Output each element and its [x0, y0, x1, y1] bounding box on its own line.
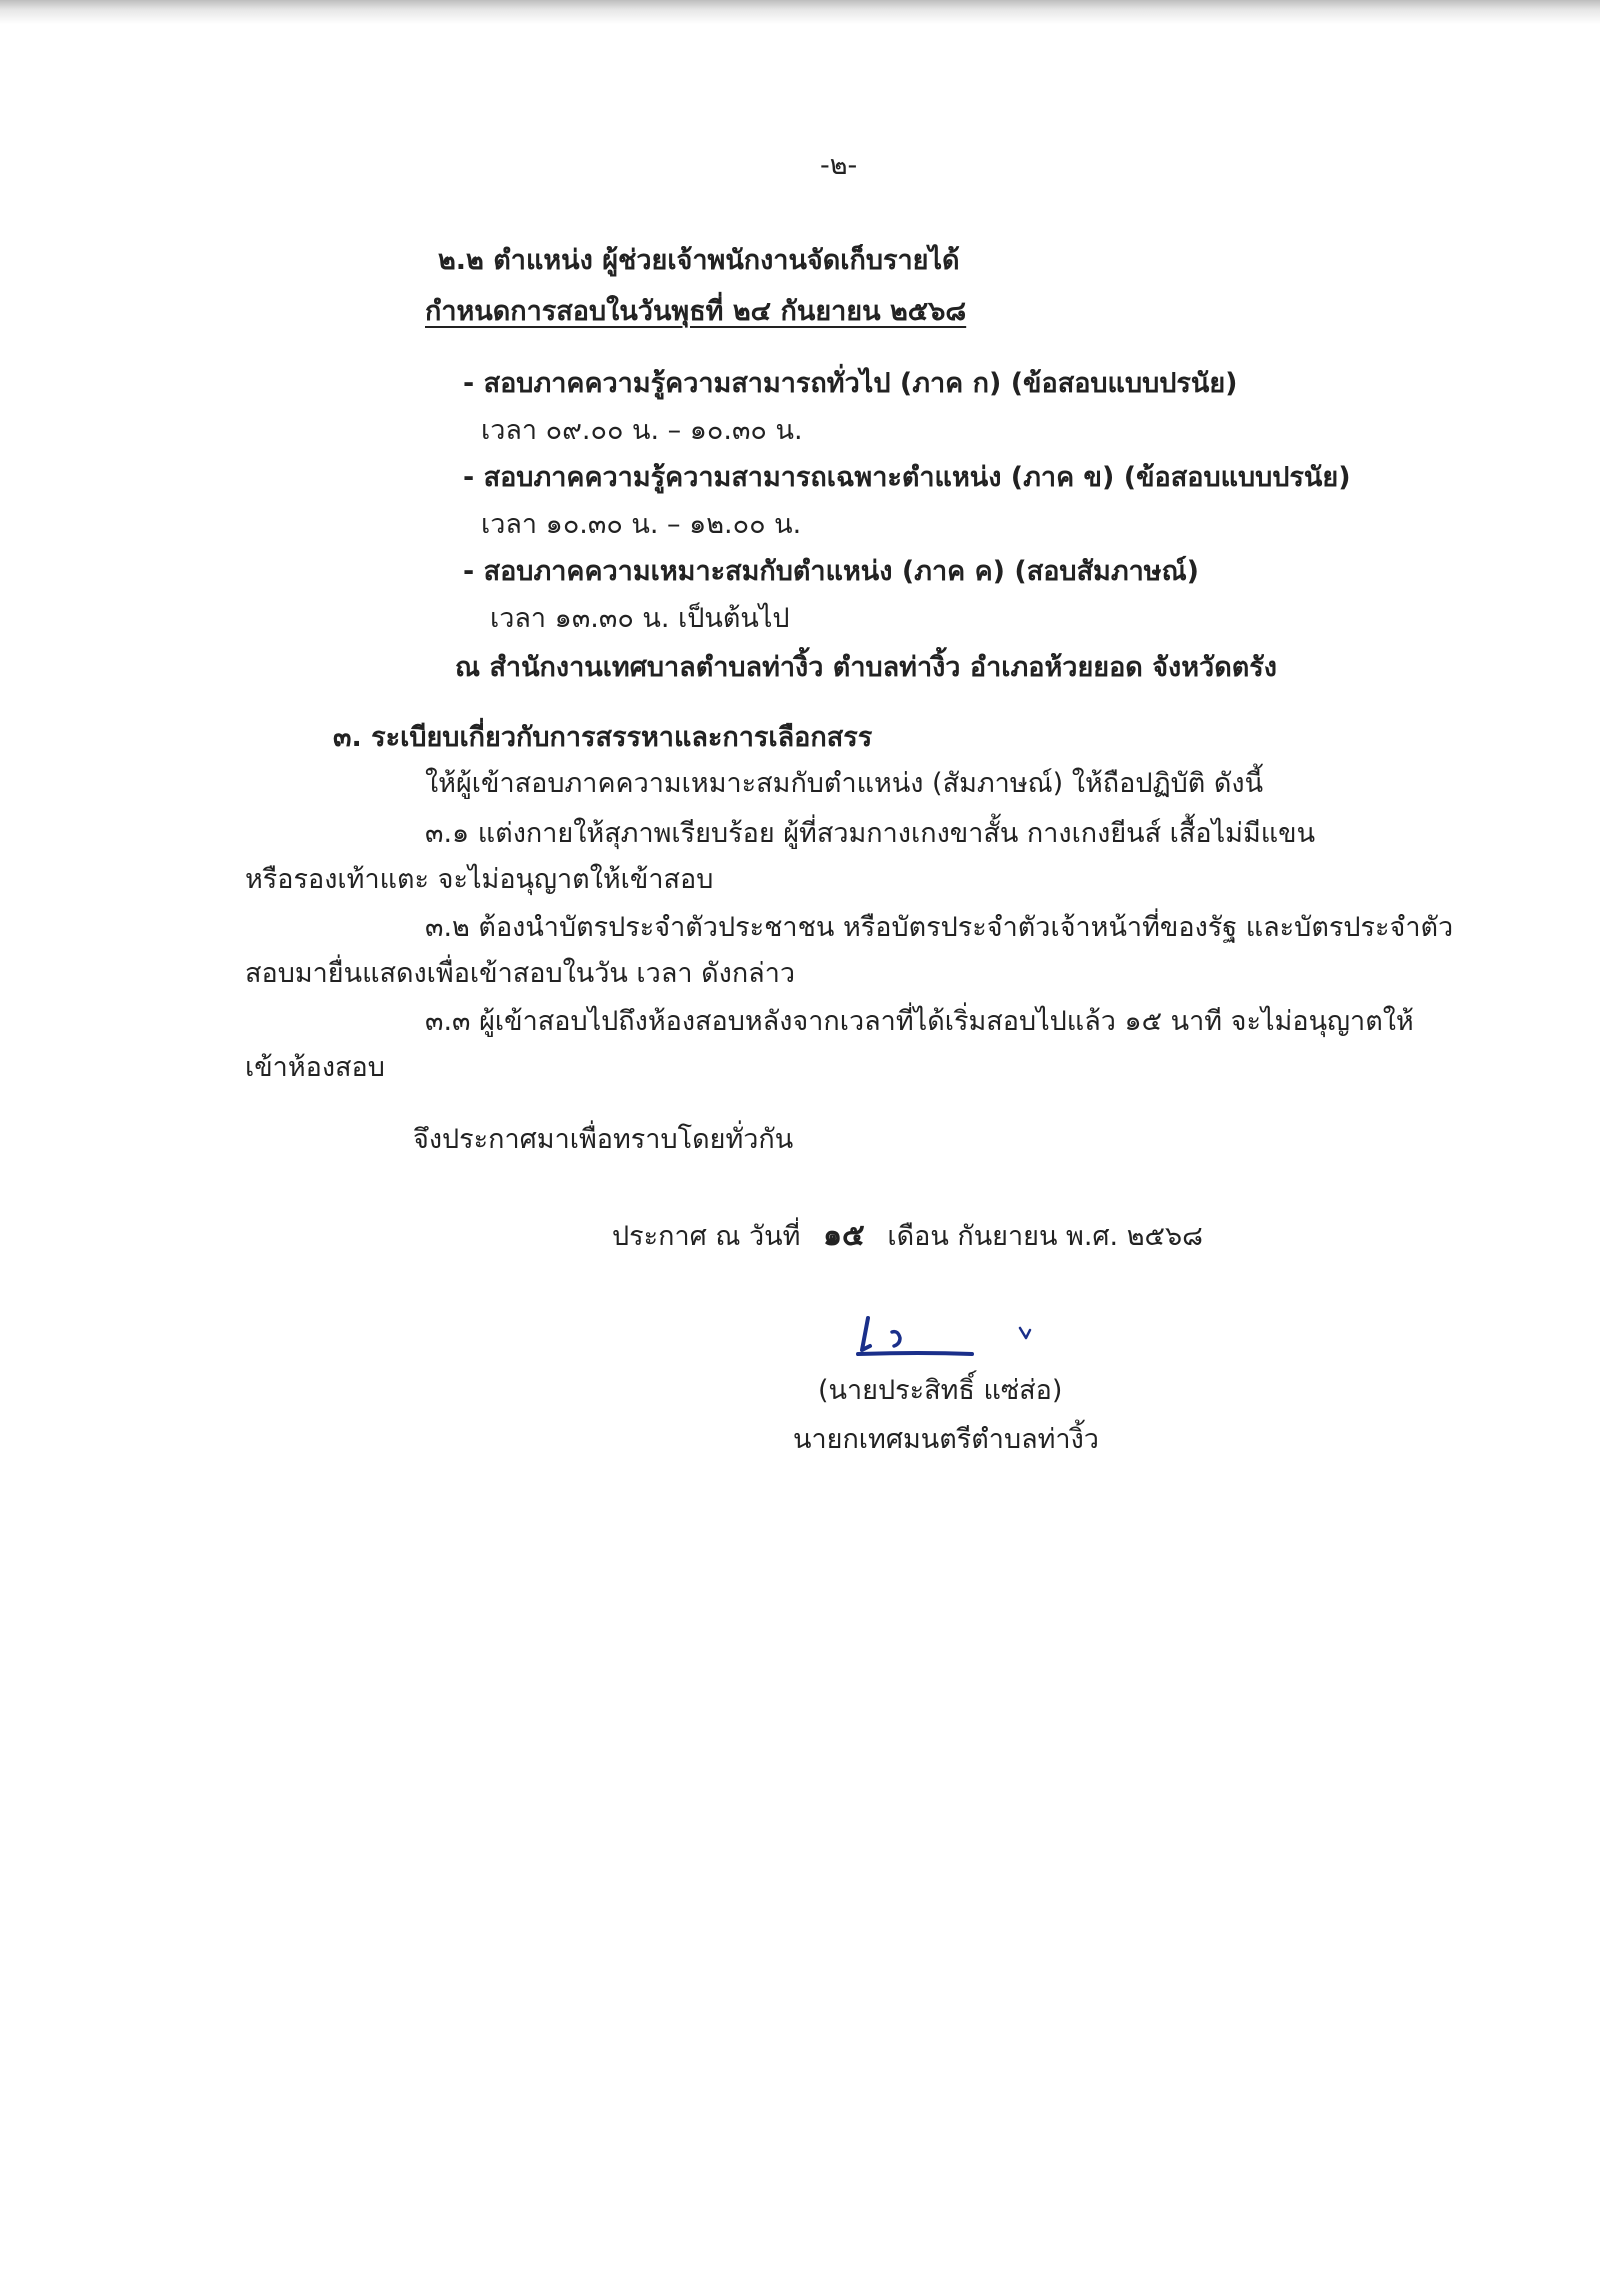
section-2-2-heading: ๒.๒ ตำแหน่ง ผู้ช่วยเจ้าพนักงานจัดเก็บรายได้ — [438, 245, 960, 276]
part-b-time: เวลา ๑๐.๓๐ น. – ๑๒.๐๐ น. — [481, 509, 802, 540]
rule-3-2-line-2: สอบมายื่นแสดงเพื่อเข้าสอบในวัน เวลา ดังกล่าว — [245, 958, 796, 989]
rule-3-1-line-2: หรือรองเท้าแตะ จะไม่อนุญาตให้เข้าสอบ — [245, 864, 714, 895]
section-3-heading: ๓. ระเบียบเกี่ยวกับการสรรหาและการเลือกสรร — [333, 722, 873, 753]
closing-statement: จึงประกาศมาเพื่อทราบโดยทั่วกัน — [413, 1124, 794, 1155]
signer-name: (นายประสิทธิ์ แซ่ส่อ) — [818, 1375, 1063, 1406]
date-suffix: เดือน กันยายน พ.ศ. ๒๕๖๘ — [887, 1221, 1203, 1252]
part-b-label: - สอบภาคความรู้ความสามารถเฉพาะตำแหน่ง (ภาค ข) (ข้อสอบแบบปรนัย) — [463, 462, 1351, 493]
signer-position: นายกเทศมนตรีตำบลท่างิ้ว — [793, 1424, 1099, 1455]
exam-venue: ณ สำนักงานเทศบาลตำบลท่างิ้ว ตำบลท่างิ้ว อำเภอห้วยยอด จังหวัดตรัง — [455, 652, 1277, 683]
scan-edge-shadow — [0, 0, 1600, 24]
date-day: ๑๕ — [823, 1218, 865, 1253]
rule-3-1-line-1: ๓.๑ แต่งกายให้สุภาพเรียบร้อย ผู้ที่สวมกางเกงขาสั้น กางเกงยีนส์ เสื้อไม่มีแขน — [425, 818, 1316, 849]
rule-3-2-line-1: ๓.๒ ต้องนำบัตรประจำตัวประชาชน หรือบัตรประจำตัวเจ้าหน้าที่ของรัฐ และบัตรประจำตัว — [425, 912, 1454, 943]
exam-schedule-date: กำหนดการสอบในวันพุธที่ ๒๔ กันยายน ๒๕๖๘ — [425, 296, 967, 327]
part-c-label: - สอบภาคความเหมาะสมกับตำแหน่ง (ภาค ค) (สอบสัมภาษณ์) — [463, 556, 1199, 587]
part-c-time: เวลา ๑๓.๓๐ น. เป็นต้นไป — [490, 603, 790, 634]
announcement-date — [612, 1218, 1203, 1254]
rule-3-3-line-2: เข้าห้องสอบ — [245, 1052, 385, 1083]
rule-3-3-line-1: ๓.๓ ผู้เข้าสอบไปถึงห้องสอบหลังจากเวลาที่ได้เริ่มสอบไปแล้ว ๑๕ นาที จะไม่อนุญาตให้ — [425, 1006, 1414, 1037]
part-a-time: เวลา ๐๙.๐๐ น. – ๑๐.๓๐ น. — [481, 415, 803, 446]
date-prefix: ประกาศ ณ วันที่ — [612, 1221, 801, 1252]
handwritten-signature — [840, 1308, 1060, 1368]
section-3-intro: ให้ผู้เข้าสอบภาคความเหมาะสมกับตำแหน่ง (สัมภาษณ์) ให้ถือปฏิบัติ ดังนี้ — [425, 768, 1264, 799]
page-number: -๒- — [820, 150, 858, 181]
part-a-label: - สอบภาคความรู้ความสามารถทั่วไป (ภาค ก) (ข้อสอบแบบปรนัย) — [463, 368, 1238, 399]
